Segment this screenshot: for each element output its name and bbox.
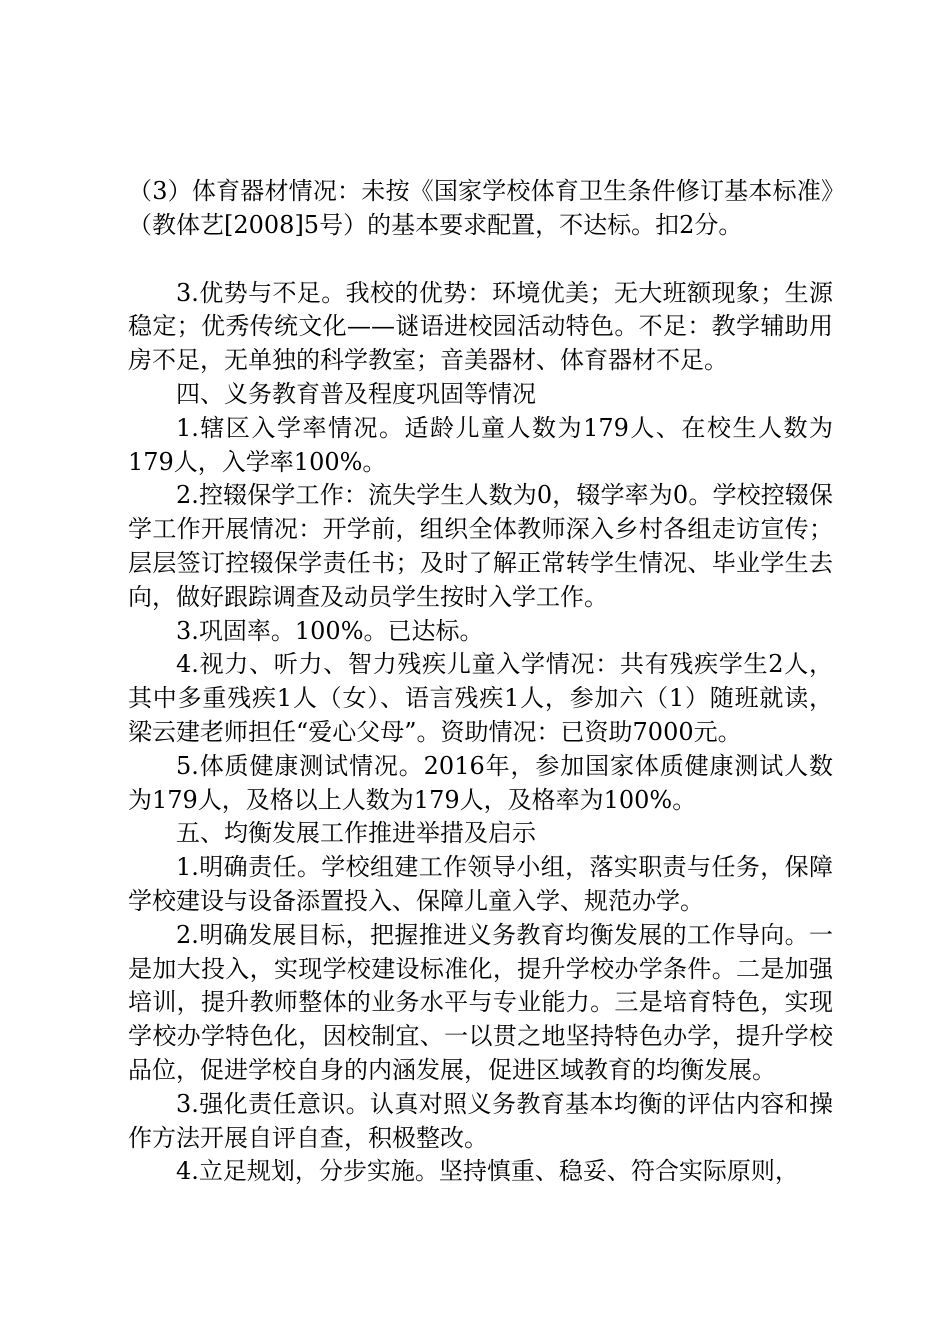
section-heading-balanced-development: 五、均衡发展工作推进举措及启示 xyxy=(176,819,536,848)
paragraph-planning: 4.立足规划，分步实施。坚持慎重、稳妥、符合实际原则， xyxy=(176,1157,799,1186)
paragraph-enrollment-rate: 1.辖区入学率情况。适龄儿童人数为179人、在校生人数为179人，入学率100%。 xyxy=(128,413,833,476)
paragraph-development-goals: 2.明确发展目标，把握推进义务教育均衡发展的工作导向。一是加大投入，实现学校建设标准化，提升学校办学条件。二是加强培训，提升教师整体的业务水平与专业能力。三是培育特色，实现学校办学特色化，因校制宜、一以贯之地坚持特色办学，提升学校品位，促进学校自身的内涵发展，促进区域教育的均衡发展。 xyxy=(128,920,833,1084)
paragraph-dropout-control: 2.控辍保学工作：流失学生人数为0，辍学率为0。学校控辍保学工作开展情况：开学前，组织全体教师深入乡村各组走访宣传；层层签订控辍保学责任书；及时了解正常转学生情况、毕业学生去向，做好跟踪调查及动员学生按时入学工作。 xyxy=(128,481,833,611)
paragraph-strengths-weaknesses: 3.优势与不足。我校的优势：环境优美；无大班额现象；生源稳定；优秀传统文化——谜语进校园活动特色。不足：教学辅助用房不足，无单独的科学教室；音美器材、体育器材不足。 xyxy=(128,278,833,375)
paragraph-disabled-children: 4.视力、听力、智力残疾儿童入学情况：共有残疾学生2人，其中多重残疾1人（女）、语言残疾1人，参加六（1）随班就读，梁云建老师担任“爱心父母”。资助情况：已资助7000元。 xyxy=(128,650,833,746)
paragraph-responsibility-awareness: 3.强化责任意识。认真对照义务教育基本均衡的评估内容和操作方法开展自评自查，积极整改。 xyxy=(128,1089,833,1152)
section-heading-compulsory-education: 四、义务教育普及程度巩固等情况 xyxy=(176,379,536,408)
paragraph-sports-equipment: （3）体育器材情况：未按《国家学校体育卫生条件修订基本标准》（教体艺[2008]5号）的基本要求配置，不达标。扣2分。 xyxy=(128,177,833,239)
paragraph-consolidation-rate: 3.巩固率。100%。已达标。 xyxy=(176,616,484,645)
paragraph-health-test: 5.体质健康测试情况。2016年，参加国家体质健康测试人数为179人，及格以上人数为179人，及格率为100%。 xyxy=(128,751,833,814)
document-page xyxy=(128,175,833,1189)
paragraph-responsibility: 1.明确责任。学校组建工作领导小组，落实职责与任务，保障学校建设与设备添置投入、保障儿童入学、规范办学。 xyxy=(128,853,833,915)
